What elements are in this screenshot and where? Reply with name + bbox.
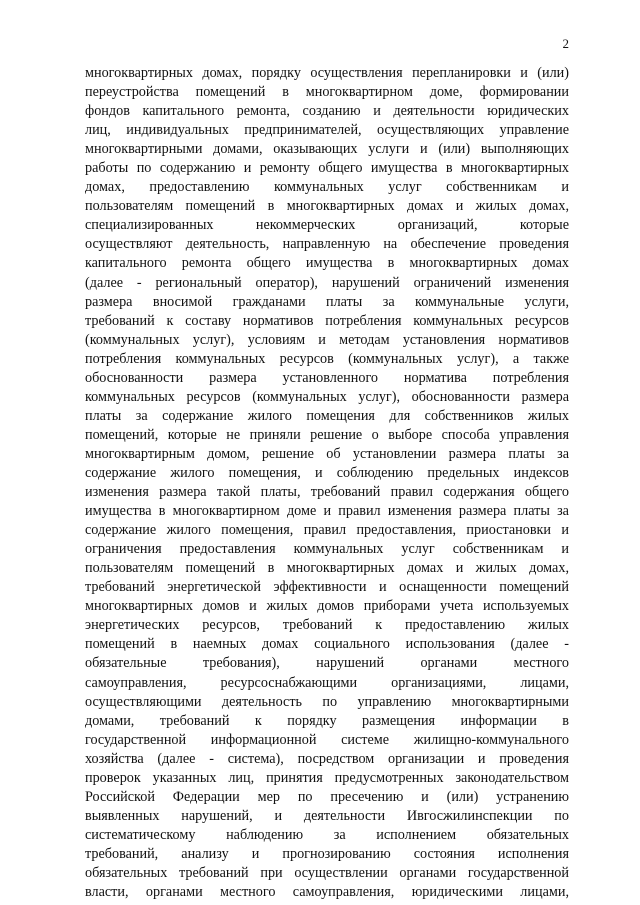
text-line: власти, органами местного самоуправления, юридическими лицами, (85, 884, 569, 901)
text-line: содержание жилого помещения, правил предоставления, приостановки и (85, 522, 569, 539)
text-line: фондов капитального ремонта, созданию и деятельности юридических (85, 103, 569, 120)
text-line: капитального ремонта общего имущества в многоквартирных домах (85, 255, 569, 272)
text-line: домами, требований к порядку размещения информации в (85, 712, 569, 729)
text-line: имущества в многоквартирном доме и правил изменения размера платы за (85, 503, 569, 520)
text-line: изменения размера такой платы, требований правил содержания общего (85, 484, 569, 501)
text-line: обязательные требования), нарушений органами местного (85, 655, 569, 672)
text-line: многоквартирных домах, порядку осуществления перепланировки и (или) (85, 65, 569, 81)
text-line: помещений, которые не приняли решение о выборе способа управления (85, 426, 569, 443)
text-line: обязательных требований при осуществлении органами государственной (85, 864, 569, 881)
text-line: (далее - региональный оператор), нарушений ограничений изменения (85, 274, 569, 291)
text-line: требований к составу нормативов потребления коммунальных ресурсов (85, 312, 569, 329)
text-line: пользователям помещений в многоквартирных домах и жилых домах, (85, 560, 569, 577)
text-line: многоквартирными домами, оказывающих услуги и (или) выполняющих (85, 141, 569, 158)
text-line: систематическому наблюдению за исполнением обязательных (85, 826, 569, 843)
text-line: лиц, индивидуальных предпринимателей, осуществляющих управление (85, 122, 569, 139)
text-line: платы за содержание жилого помещения для собственников жилых (85, 407, 569, 424)
text-line: Российской Федерации мер по пресечению и (или) устранению (85, 788, 569, 805)
text-line: многоквартирных домов и жилых домов приборами учета используемых (85, 598, 569, 615)
text-line: переустройства помещений в многоквартирном доме, формировании (85, 84, 569, 101)
text-line: самоуправления, ресурсоснабжающими организациями, лицами, (85, 674, 569, 691)
text-line: размера вносимой гражданами платы за коммунальные услуги, (85, 293, 569, 310)
text-line: специализированных некоммерческих организаций, которые (85, 217, 569, 234)
text-line: хозяйства (далее - система), посредством организации и проведения (85, 750, 569, 767)
text-line: энергетических ресурсов, требований к предоставлению жилых (85, 617, 569, 634)
text-line: домах, предоставлению коммунальных услуг собственникам и (85, 179, 569, 196)
text-line: требований, анализу и прогнозированию состояния исполнения (85, 845, 569, 862)
page-number: 2 (562, 36, 569, 51)
text-line: государственной информационной системе жилищно-коммунального (85, 731, 569, 748)
text-line: потребления коммунальных ресурсов (коммунальных услуг), а также (85, 350, 569, 367)
text-line: обоснованности размера установленного норматива потребления (85, 369, 569, 386)
text-line: пользователям помещений в многоквартирных домах и жилых домах, (85, 198, 569, 215)
text-line: содержание жилого помещения, и соблюдению предельных индексов (85, 464, 569, 481)
text-line: (коммунальных услуг), условиям и методам установления нормативов (85, 331, 569, 348)
text-line: ограничения предоставления коммунальных услуг собственникам и (85, 541, 569, 558)
text-line: многоквартирным домом, решение об установлении размера платы за (85, 445, 569, 462)
text-line: выявленных нарушений, и деятельности Ивгосжилинспекции по (85, 807, 569, 824)
text-line: осуществляют деятельность, направленную на обеспечение проведения (85, 236, 569, 253)
text-line: помещений в наемных домах социального использования (далее - (85, 636, 569, 653)
text-line: требований энергетической эффективности и оснащенности помещений (85, 579, 569, 596)
body-text (85, 64, 569, 902)
text-line: осуществляющими деятельность по управлению многоквартирными (85, 693, 569, 710)
text-line: коммунальных ресурсов (коммунальных услуг), обоснованности размера (85, 388, 569, 405)
text-line: работы по содержанию и ремонту общего имущества в многоквартирных (85, 160, 569, 177)
text-line: проверок указанных лиц, принятия предусмотренных законодательством (85, 769, 569, 786)
